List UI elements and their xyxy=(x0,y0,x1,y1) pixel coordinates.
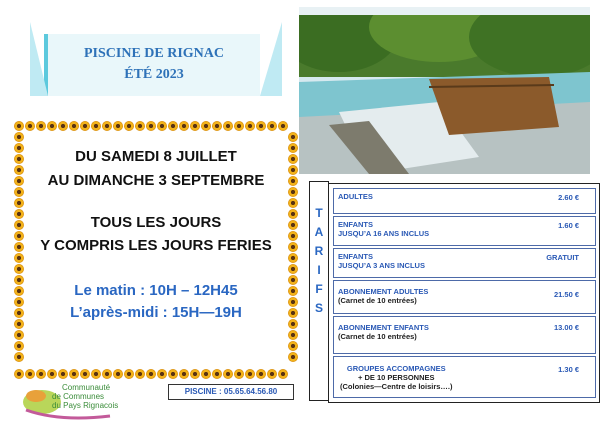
tarif-row xyxy=(333,248,596,278)
sunflower-icon xyxy=(135,121,145,131)
sunflower-icon xyxy=(288,132,298,142)
tarif-row xyxy=(333,316,596,354)
sunflower-icon xyxy=(234,369,244,379)
sunflower-icon xyxy=(288,264,298,274)
phone-box: PISCINE : 05.65.64.56.80 xyxy=(168,384,294,400)
tarif-label-detail: (Carnet de 10 entrées) xyxy=(338,296,417,305)
tarif-row xyxy=(333,188,596,214)
sunflower-icon xyxy=(14,297,24,307)
tarif-label-detail: + DE 10 PERSONNES xyxy=(358,373,435,382)
sunflower-icon xyxy=(288,209,298,219)
tarifs-letter: I xyxy=(317,263,321,277)
sunflower-icon xyxy=(201,121,211,131)
sunflower-icon xyxy=(14,220,24,230)
sunflower-icon xyxy=(223,369,233,379)
tarifs-letter: A xyxy=(314,225,324,239)
sunflower-icon xyxy=(124,121,134,131)
sunflower-icon xyxy=(288,187,298,197)
tarifs-letter: S xyxy=(314,301,323,315)
sunflower-icon xyxy=(58,121,68,131)
sunflower-icon xyxy=(14,165,24,175)
sunflower-icon xyxy=(288,154,298,164)
community-logo xyxy=(20,378,170,422)
sunflower-icon xyxy=(14,319,24,329)
sunflower-icon xyxy=(157,121,167,131)
sunflower-icon xyxy=(245,369,255,379)
page-subtitle: ÉTÉ 2023 xyxy=(124,67,184,82)
sunflower-icon xyxy=(288,319,298,329)
sunflower-icon xyxy=(14,209,24,219)
tarif-price: 1.30 € xyxy=(558,365,579,374)
sunflower-icon xyxy=(288,341,298,351)
sunflower-icon xyxy=(278,369,288,379)
sunflower-icon xyxy=(288,286,298,296)
sunflower-icon xyxy=(288,242,298,252)
logo-line1: Communauté xyxy=(62,383,111,392)
tarif-label-detail2: (Colonies—Centre de loisirs….) xyxy=(340,382,453,391)
sunflower-icon xyxy=(288,308,298,318)
tarif-label xyxy=(340,364,453,391)
sunflower-icon xyxy=(14,275,24,285)
tarif-label-main: GROUPES ACCOMPAGNES xyxy=(346,364,446,373)
hours-afternoon: L’après-midi : 15H—19H xyxy=(70,304,242,321)
tarif-price: GRATUIT xyxy=(546,253,579,262)
sunflower-icon xyxy=(14,286,24,296)
sunflower-icon xyxy=(288,143,298,153)
sunflower-icon xyxy=(278,121,288,131)
sunflower-icon xyxy=(80,121,90,131)
sunflower-icon xyxy=(267,121,277,131)
tarif-label-main: ABONNEMENT ADULTES xyxy=(338,287,429,296)
sunflower-icon xyxy=(256,121,266,131)
tarif-label: ADULTES xyxy=(338,192,373,201)
sunflower-icon xyxy=(190,369,200,379)
sunflower-icon xyxy=(14,121,24,131)
sunflower-icon xyxy=(14,253,24,263)
sunflower-icon xyxy=(288,220,298,230)
tarif-row xyxy=(333,216,596,246)
sunflower-icon xyxy=(14,187,24,197)
sunflower-icon xyxy=(113,121,123,131)
sunflower-icon xyxy=(288,297,298,307)
tarif-label-detail: JUSQU’A 3 ANS INCLUS xyxy=(338,261,425,270)
sunflower-icon xyxy=(288,330,298,340)
sunflower-icon xyxy=(14,132,24,142)
sunflower-icon xyxy=(288,198,298,208)
tarif-label-main: ENFANTS xyxy=(338,252,374,261)
tarif-label xyxy=(338,323,429,341)
tarifs-letter: R xyxy=(314,244,324,258)
schedule-content xyxy=(27,134,285,366)
sunflower-icon xyxy=(288,253,298,263)
logo-line3: du Pays Rignacois xyxy=(52,401,119,410)
sunflower-icon xyxy=(91,121,101,131)
sunflower-icon xyxy=(14,176,24,186)
tarifs-vertical-label xyxy=(309,181,329,401)
sunflower-icon xyxy=(288,231,298,241)
sunflower-icon xyxy=(190,121,200,131)
pool-photo xyxy=(299,7,590,174)
sunflower-icon xyxy=(14,341,24,351)
schedule-frame xyxy=(14,121,298,379)
sunflower-icon xyxy=(36,121,46,131)
sunflower-icon xyxy=(267,369,277,379)
days-line2: Y COMPRIS LES JOURS FERIES xyxy=(40,237,272,254)
hours-morning: Le matin : 10H – 12H45 xyxy=(74,282,238,299)
sunflower-icon xyxy=(223,121,233,131)
sunflower-icon xyxy=(14,330,24,340)
sunflower-icon xyxy=(179,121,189,131)
dates-line1: DU SAMEDI 8 JUILLET xyxy=(75,148,237,165)
header-box xyxy=(44,34,260,96)
sunflower-icon xyxy=(168,121,178,131)
sunflower-icon xyxy=(14,264,24,274)
sunflower-icon xyxy=(102,121,112,131)
sunflower-icon xyxy=(245,121,255,131)
sunflower-icon xyxy=(47,121,57,131)
sunflower-icon xyxy=(25,121,35,131)
sunflower-icon xyxy=(14,143,24,153)
tarif-price: 13.00 € xyxy=(553,323,579,332)
tarifs-table xyxy=(328,183,600,403)
sunflower-icon xyxy=(288,352,298,362)
sunflower-icon xyxy=(14,242,24,252)
sunflower-icon xyxy=(201,369,211,379)
page-title: PISCINE DE RIGNAC xyxy=(83,46,225,61)
tarif-label xyxy=(338,252,425,270)
sunflower-icon xyxy=(179,369,189,379)
sunflower-icon xyxy=(14,308,24,318)
sunflower-icon xyxy=(14,198,24,208)
sunflower-icon xyxy=(212,369,222,379)
sunflower-icon xyxy=(288,176,298,186)
sunflower-icon xyxy=(14,231,24,241)
sunflower-icon xyxy=(234,121,244,131)
logo-line2: de Communes xyxy=(52,392,105,401)
tarifs-letter: F xyxy=(315,282,323,296)
tarif-price: 21.50 € xyxy=(553,290,579,299)
tarif-label-detail: JUSQU’A 16 ANS INCLUS xyxy=(338,229,430,238)
tarif-label-detail: (Carnet de 10 entrées) xyxy=(338,332,417,341)
tarif-label xyxy=(338,220,429,238)
dates-line2: AU DIMANCHE 3 SEPTEMBRE xyxy=(47,172,265,189)
sunflower-icon xyxy=(212,121,222,131)
tarif-price: 1.60 € xyxy=(558,221,579,230)
sunflower-icon xyxy=(14,352,24,362)
sunflower-icon xyxy=(69,121,79,131)
sunflower-icon xyxy=(256,369,266,379)
sunflower-icon xyxy=(288,165,298,175)
sunflower-icon xyxy=(14,154,24,164)
days-line1: TOUS LES JOURS xyxy=(90,214,222,231)
tarif-row xyxy=(333,280,596,314)
tarif-label-main: ABONNEMENT ENFANTS xyxy=(338,323,429,332)
sunflower-icon xyxy=(146,121,156,131)
tarif-price: 2.60 € xyxy=(558,193,579,202)
tarifs-letter: T xyxy=(315,206,323,220)
tarif-label xyxy=(338,287,428,305)
tarif-label-main: ENFANTS xyxy=(338,220,374,229)
tarif-row xyxy=(333,356,596,398)
sunflower-icon xyxy=(288,275,298,285)
